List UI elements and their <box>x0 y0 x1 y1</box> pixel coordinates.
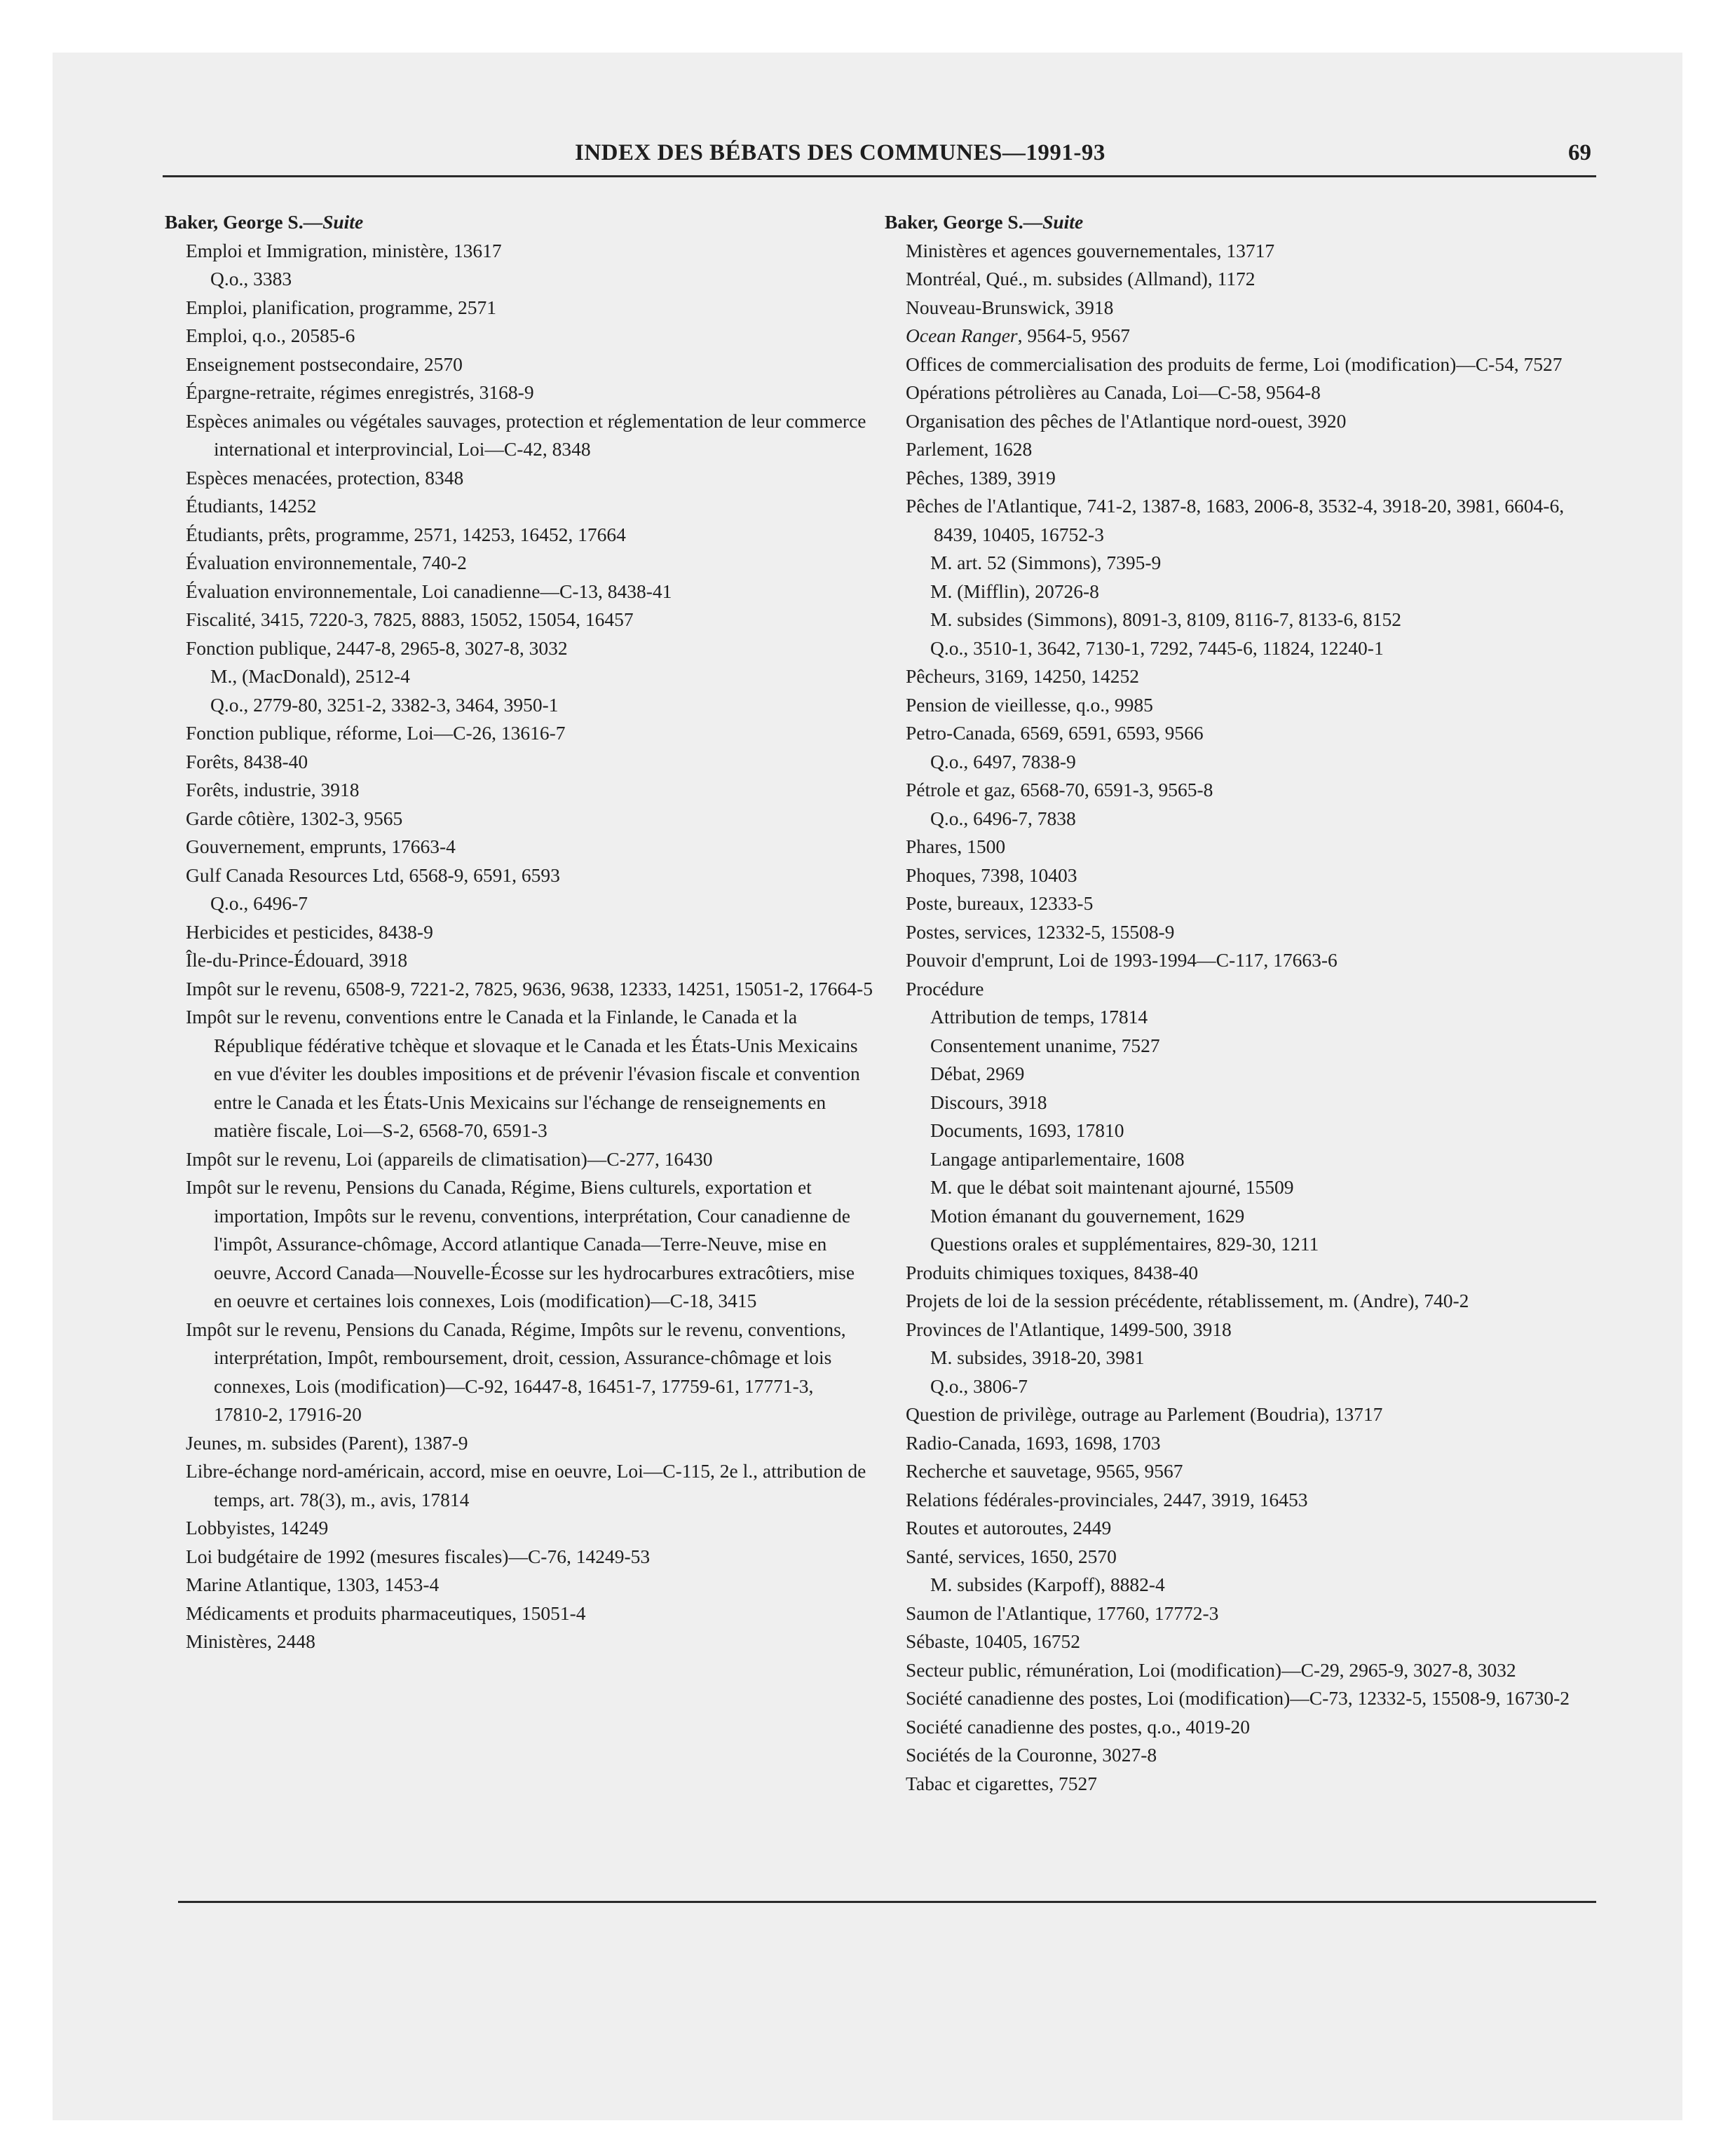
index-entry <box>885 719 1593 748</box>
entry-text: M. (Mifflin), 20726-8 <box>930 580 1099 602</box>
entry-text: Relations fédérales-provinciales, 2447, 3919, 16453 <box>906 1488 1308 1510</box>
entry-text: M. subsides (Karpoff), 8882-4 <box>930 1574 1165 1595</box>
index-entry <box>165 606 873 634</box>
entry-text: Q.o., 3383 <box>210 268 292 289</box>
entry-text: Emploi et Immigration, ministère, 13617 <box>186 239 502 261</box>
index-entry <box>165 634 873 663</box>
entry-text: Opérations pétrolières au Canada, Loi—C-58, 9564-8 <box>906 381 1321 403</box>
index-entry <box>165 378 873 407</box>
index-entry <box>165 861 873 890</box>
index-entry <box>885 1287 1593 1316</box>
index-entry <box>885 1656 1593 1685</box>
entry-text: Saumon de l'Atlantique, 17760, 17772-3 <box>906 1602 1219 1624</box>
index-entry <box>165 1599 873 1628</box>
entry-text: Marine Atlantique, 1303, 1453-4 <box>186 1574 440 1595</box>
index-subentry <box>885 549 1593 578</box>
entry-text: Q.o., 6496-7 <box>210 892 308 914</box>
index-subentry <box>885 1117 1593 1145</box>
index-subentry <box>885 634 1593 663</box>
entry-text: Q.o., 2779-80, 3251-2, 3382-3, 3464, 3950-1 <box>210 693 559 716</box>
index-subentry <box>885 1230 1593 1259</box>
index-entry <box>165 1173 873 1316</box>
entry-text: Jeunes, m. subsides (Parent), 1387-9 <box>186 1431 468 1454</box>
index-entry <box>165 407 873 464</box>
entry-text: Santé, services, 1650, 2570 <box>906 1545 1117 1567</box>
entry-text: Impôt sur le revenu, Pensions du Canada, Régime, Biens culturels, exportation et importation, Impôts sur le revenu, conventions, interprétation, Cour canadienne de l'impôt, Assurance-chômage, Accord atlantique Canada—Terre-Neuve, mise en oeuvre, Accord Canada—Nouvelle-Écosse sur les hydrocarbures extracôtiers, mise en oeuvre et certaines lois connexes, Lois (modification)—C-18, 3415 <box>186 1176 855 1311</box>
index-entry <box>885 378 1593 407</box>
entry-text: Lobbyistes, 14249 <box>186 1517 329 1538</box>
index-subentry <box>885 606 1593 634</box>
index-entry <box>165 748 873 777</box>
entry-text: Questions orales et supplémentaires, 829-30, 1211 <box>930 1233 1319 1255</box>
index-subentry <box>885 1089 1593 1117</box>
index-entry <box>885 1514 1593 1543</box>
index-subentry <box>885 1173 1593 1202</box>
page-header <box>168 128 1591 170</box>
index-entry <box>165 578 873 606</box>
entry-text: Radio-Canada, 1693, 1698, 1703 <box>906 1431 1161 1454</box>
entry-text: Espèces menacées, protection, 8348 <box>186 466 464 489</box>
index-entry <box>165 1316 873 1429</box>
index-entry <box>885 1684 1593 1713</box>
index-entry <box>885 1713 1593 1742</box>
index-entry <box>165 719 873 748</box>
entry-text: Herbicides et pesticides, 8438-9 <box>186 920 433 943</box>
entry-text: Pêches, 1389, 3919 <box>906 466 1056 489</box>
entry-text: Produits chimiques toxiques, 8438-40 <box>906 1261 1199 1283</box>
index-entry <box>885 975 1593 1004</box>
entry-text: Q.o., 3510-1, 3642, 7130-1, 7292, 7445-6, 11824, 12240-1 <box>930 636 1384 659</box>
entry-text: Question de privilège, outrage au Parlement (Boudria), 13717 <box>906 1403 1383 1425</box>
index-entry <box>885 833 1593 861</box>
page-title: INDEX DES BÉBATS DES COMMUNES—1991-93 <box>575 140 1105 165</box>
entry-text: Médicaments et produits pharmaceutiques, 15051-4 <box>186 1602 586 1624</box>
entry-text: Île-du-Prince-Édouard, 3918 <box>186 949 408 971</box>
index-entry <box>885 1457 1593 1486</box>
entry-text: Pétrole et gaz, 6568-70, 6591-3, 9565-8 <box>906 779 1213 800</box>
index-entry <box>165 946 873 975</box>
index-entry <box>165 1514 873 1543</box>
entry-text: Enseignement postsecondaire, 2570 <box>186 353 463 375</box>
index-entry <box>885 861 1593 890</box>
entry-text: M. subsides, 3918-20, 3981 <box>930 1346 1145 1368</box>
index-entry <box>165 549 873 578</box>
column-heading <box>165 208 873 237</box>
entry-text: Sébaste, 10405, 16752 <box>906 1630 1081 1652</box>
entry-text: Loi budgétaire de 1992 (mesures fiscales)—C-76, 14249-53 <box>186 1545 651 1567</box>
index-entry <box>165 464 873 493</box>
index-entry <box>165 237 873 266</box>
index-subentry <box>885 1032 1593 1060</box>
entry-text: Nouveau-Brunswick, 3918 <box>906 296 1114 318</box>
index-entry <box>165 1429 873 1458</box>
entry-text: , 9564-5, 9567 <box>1017 325 1131 346</box>
header-rule <box>163 175 1596 177</box>
entry-text: M., (MacDonald), 2512-4 <box>210 665 410 687</box>
entry-italic-title: Ocean Ranger <box>906 325 1018 346</box>
entry-text: Pêches de l'Atlantique, 741-2, 1387-8, 1683, 2006-8, 3532-4, 3918-20, 3981, 6604-6, 8439, 10405, 16752-3 <box>906 495 1565 545</box>
entry-text: Ministères, 2448 <box>186 1630 315 1652</box>
entry-text: Épargne-retraite, régimes enregistrés, 3168-9 <box>186 381 534 403</box>
entry-text: Attribution de temps, 17814 <box>930 1006 1148 1028</box>
index-column-right <box>885 208 1593 1798</box>
entry-text: Organisation des pêches de l'Atlantique nord-ouest, 3920 <box>906 409 1347 432</box>
entry-text: Sociétés de la Couronne, 3027-8 <box>906 1744 1157 1766</box>
index-subentry <box>885 805 1593 833</box>
entry-text: Montréal, Qué., m. subsides (Allmand), 1172 <box>906 268 1256 289</box>
index-subentry <box>885 1060 1593 1089</box>
entry-text: Évaluation environnementale, 740-2 <box>186 552 467 573</box>
entry-text: Fiscalité, 3415, 7220-3, 7825, 8883, 15052, 15054, 16457 <box>186 608 634 630</box>
index-entry <box>885 1316 1593 1344</box>
index-entry <box>885 776 1593 805</box>
index-entry <box>165 833 873 861</box>
footer-rule <box>178 1901 1596 1903</box>
page-number: 69 <box>1568 140 1591 165</box>
index-entry <box>885 1741 1593 1770</box>
index-entry <box>885 662 1593 691</box>
index-subentry <box>885 1344 1593 1372</box>
index-subentry <box>885 748 1593 777</box>
entry-text: Documents, 1693, 17810 <box>930 1119 1124 1141</box>
entry-text: Évaluation environnementale, Loi canadienne—C-13, 8438-41 <box>186 580 672 602</box>
entry-text: Emploi, planification, programme, 2571 <box>186 296 496 318</box>
index-entry <box>165 350 873 379</box>
heading-suite: Suite <box>1042 211 1084 233</box>
entry-list <box>165 237 873 1656</box>
entry-text: Offices de commercialisation des produits de ferme, Loi (modification)—C-54, 7527 <box>906 353 1563 375</box>
entry-text: Q.o., 6497, 7838-9 <box>930 750 1076 772</box>
index-subentry <box>885 1571 1593 1599</box>
index-entry <box>165 322 873 350</box>
index-entry <box>885 237 1593 266</box>
heading-suite: Suite <box>322 211 364 233</box>
entry-text: Société canadienne des postes, Loi (modification)—C-73, 12332-5, 15508-9, 16730-2 <box>906 1687 1570 1709</box>
entry-list <box>885 237 1593 1799</box>
index-entry <box>165 1628 873 1656</box>
entry-text: Étudiants, prêts, programme, 2571, 14253, 16452, 17664 <box>186 523 626 545</box>
entry-text: M. subsides (Simmons), 8091-3, 8109, 8116-7, 8133-6, 8152 <box>930 608 1401 630</box>
entry-text: Procédure <box>906 977 984 999</box>
entry-text: Tabac et cigarettes, 7527 <box>906 1772 1097 1794</box>
entry-text: Impôt sur le revenu, Pensions du Canada, Régime, Impôts sur le revenu, conventions, interprétation, Impôt, remboursement, droit, cession, Assurance-chômage et lois connexes, Lois (modification)—C-92, 16447-8, 16451-7, 17759-61, 17771-3, 17810-2, 17916-20 <box>186 1318 846 1425</box>
index-entry <box>885 492 1593 549</box>
entry-text: M. que le débat soit maintenant ajourné, 15509 <box>930 1176 1294 1198</box>
entry-text: M. art. 52 (Simmons), 7395-9 <box>930 552 1162 573</box>
entry-text: Pouvoir d'emprunt, Loi de 1993-1994—C-117, 17663-6 <box>906 949 1338 971</box>
entry-text: Discours, 3918 <box>930 1091 1047 1113</box>
entry-text: Impôt sur le revenu, Loi (appareils de climatisation)—C-277, 16430 <box>186 1147 713 1170</box>
index-entry <box>885 1400 1593 1429</box>
entry-text: Langage antiparlementaire, 1608 <box>930 1147 1185 1170</box>
index-entry <box>165 975 873 1004</box>
entry-text: Pêcheurs, 3169, 14250, 14252 <box>906 665 1140 687</box>
index-subentry <box>165 691 873 720</box>
entry-text: Ministères et agences gouvernementales, 13717 <box>906 239 1275 261</box>
index-entry <box>165 492 873 521</box>
index-entry <box>885 464 1593 493</box>
index-subentry <box>885 1372 1593 1401</box>
index-entry <box>165 294 873 322</box>
index-entry <box>885 1486 1593 1515</box>
index-entry <box>885 322 1593 350</box>
index-entry <box>885 435 1593 464</box>
entry-text: Q.o., 3806-7 <box>930 1374 1028 1397</box>
entry-text: Consentement unanime, 7527 <box>930 1034 1160 1056</box>
index-entry <box>885 350 1593 379</box>
entry-text: Société canadienne des postes, q.o., 4019-20 <box>906 1715 1251 1738</box>
entry-text: Impôt sur le revenu, 6508-9, 7221-2, 7825, 9636, 9638, 12333, 14251, 15051-2, 17664-5 <box>186 977 873 999</box>
index-entry <box>885 294 1593 322</box>
entry-text: Forêts, industrie, 3918 <box>186 779 360 800</box>
entry-text: Fonction publique, 2447-8, 2965-8, 3027-8, 3032 <box>186 636 568 659</box>
index-entry <box>165 1003 873 1145</box>
entry-text: Pension de vieillesse, q.o., 9985 <box>906 693 1153 716</box>
index-entry <box>165 918 873 947</box>
index-entry <box>885 407 1593 436</box>
entry-text: Débat, 2969 <box>930 1063 1025 1084</box>
index-entry <box>165 1543 873 1571</box>
entry-text: Gulf Canada Resources Ltd, 6568-9, 6591, 6593 <box>186 864 560 886</box>
entry-text: Espèces animales ou végétales sauvages, protection et réglementation de leur commerce international et interprovincial, Loi—C-42, 8348 <box>186 409 866 460</box>
entry-text: Impôt sur le revenu, conventions entre le Canada et la Finlande, le Canada et la République fédérative tchèque et slovaque et le Canada et les États-Unis Mexicains en vue d'éviter les doubles impositions et de prévenir l'évasion fiscale et convention entre le Canada et les États-Unis Mexicains sur l'échange de renseignements en matière fiscale, Loi—S-2, 6568-70, 6591-3 <box>186 1006 860 1141</box>
index-subentry <box>885 1202 1593 1231</box>
entry-text: Parlement, 1628 <box>906 438 1033 460</box>
entry-text: Provinces de l'Atlantique, 1499-500, 3918 <box>906 1318 1232 1340</box>
entry-text: Garde côtière, 1302-3, 9565 <box>186 807 403 829</box>
column-heading <box>885 208 1593 237</box>
entry-text: Libre-échange nord-américain, accord, mise en oeuvre, Loi—C-115, 2e l., attribution de temps, art. 78(3), m., avis, 17814 <box>186 1460 866 1510</box>
entry-text: Étudiants, 14252 <box>186 495 317 517</box>
entry-text: Routes et autoroutes, 2449 <box>906 1517 1112 1538</box>
entry-text: Phoques, 7398, 10403 <box>906 864 1077 886</box>
heading-name: Baker, George S.— <box>165 211 323 233</box>
index-entry <box>885 265 1593 294</box>
entry-text: Fonction publique, réforme, Loi—C-26, 13616-7 <box>186 722 566 744</box>
index-subentry <box>165 889 873 918</box>
index-subentry <box>165 662 873 691</box>
entry-text: Forêts, 8438-40 <box>186 750 308 772</box>
index-entry <box>885 1599 1593 1628</box>
entry-text: Secteur public, rémunération, Loi (modification)—C-29, 2965-9, 3027-8, 3032 <box>906 1658 1516 1681</box>
index-subentry <box>165 265 873 294</box>
index-subentry <box>885 578 1593 606</box>
index-subentry <box>885 1145 1593 1174</box>
entry-text: Phares, 1500 <box>906 835 1006 857</box>
index-entry <box>885 1259 1593 1288</box>
entry-text: Gouvernement, emprunts, 17663-4 <box>186 835 456 857</box>
index-column-left <box>165 208 873 1656</box>
entry-text: Emploi, q.o., 20585-6 <box>186 325 355 346</box>
index-entry <box>165 1457 873 1514</box>
index-entry <box>885 1628 1593 1656</box>
entry-text: Projets de loi de la session précédente, rétablissement, m. (Andre), 740-2 <box>906 1290 1469 1311</box>
index-subentry <box>885 1003 1593 1032</box>
entry-text: Poste, bureaux, 12333-5 <box>906 892 1094 914</box>
entry-text: Q.o., 6496-7, 7838 <box>930 807 1076 829</box>
index-entry <box>885 691 1593 720</box>
index-entry <box>165 1145 873 1174</box>
entry-text: Motion émanant du gouvernement, 1629 <box>930 1204 1245 1227</box>
index-entry <box>165 521 873 550</box>
index-entry <box>885 1770 1593 1799</box>
index-entry <box>165 1571 873 1599</box>
index-entry <box>165 776 873 805</box>
index-entry <box>885 1543 1593 1571</box>
entry-text: Recherche et sauvetage, 9565, 9567 <box>906 1460 1183 1482</box>
entry-text: Postes, services, 12332-5, 15508-9 <box>906 920 1175 943</box>
index-entry <box>165 805 873 833</box>
index-entry <box>885 1429 1593 1458</box>
index-entry <box>885 889 1593 918</box>
index-entry <box>885 918 1593 947</box>
heading-name: Baker, George S.— <box>885 211 1043 233</box>
index-entry <box>885 946 1593 975</box>
entry-text: Petro-Canada, 6569, 6591, 6593, 9566 <box>906 722 1204 744</box>
